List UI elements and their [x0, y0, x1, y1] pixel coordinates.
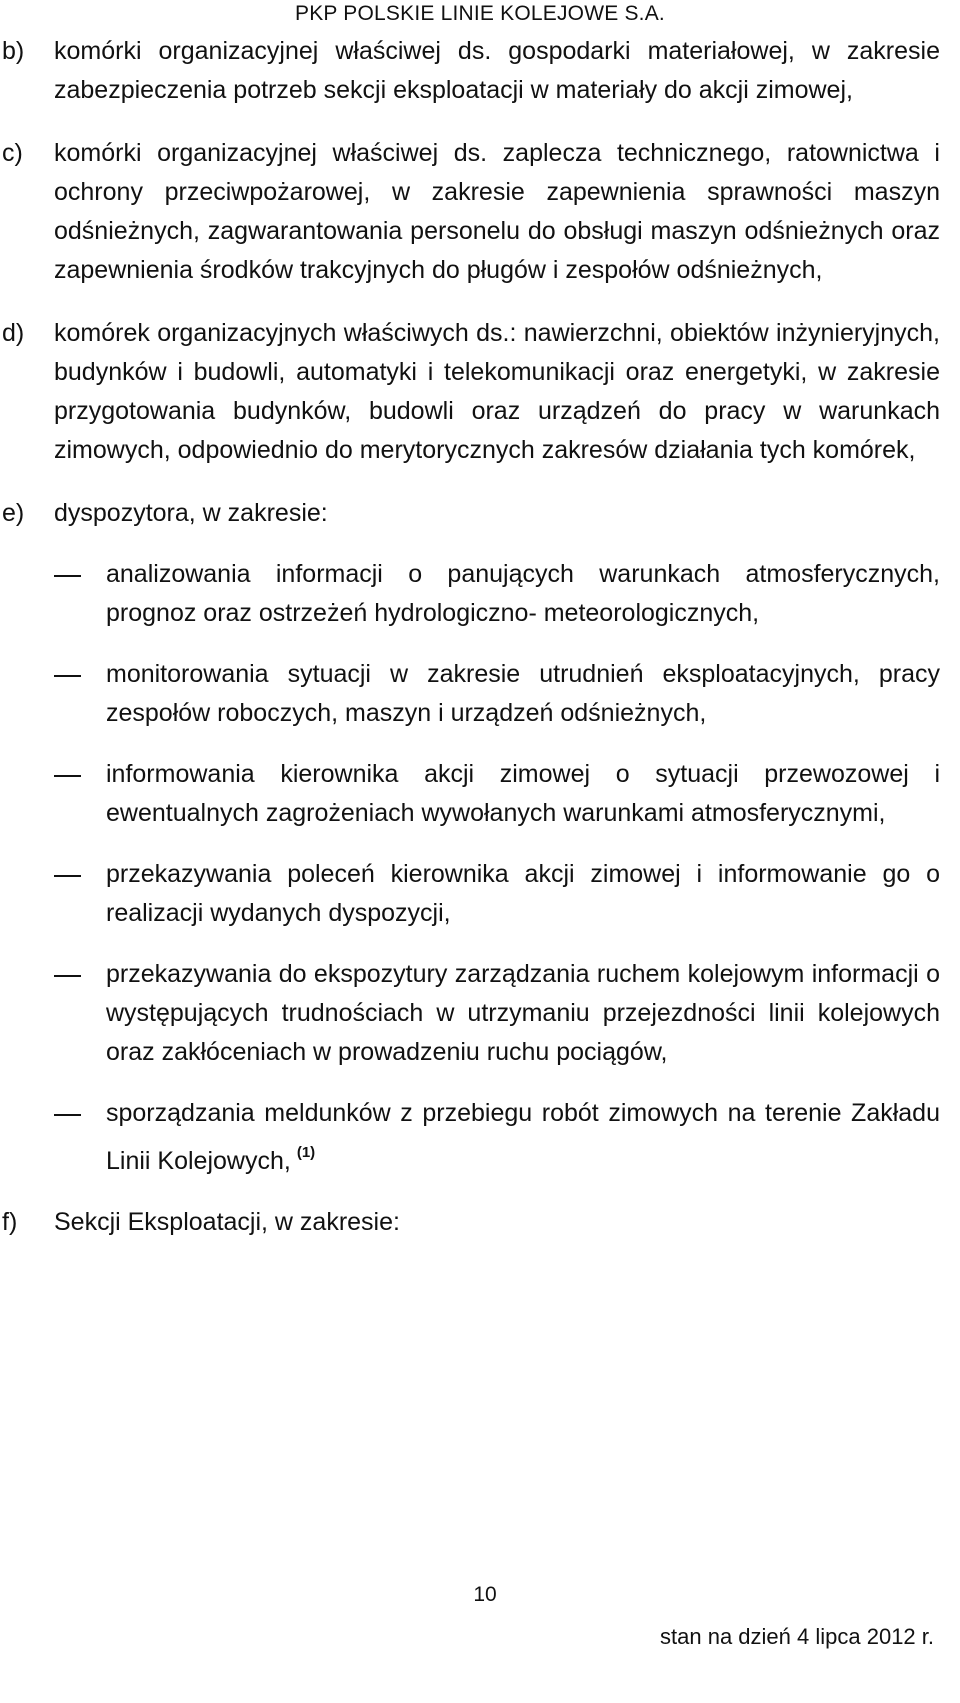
task-text — [106, 1094, 940, 1181]
dispatcher-task-item — [0, 555, 940, 633]
page-number: 10 — [473, 1583, 497, 1606]
footer-date: stan na dzień 4 lipca 2012 r. — [660, 1624, 934, 1649]
dispatcher-task-item — [0, 755, 940, 833]
list-marker: c) — [2, 139, 23, 167]
footnote-marker: (1) — [296, 1144, 316, 1161]
list-item-text: komórki organizacyjnej właściwej ds. zaplecza technicznego, ratownictwa i ochrony przeciwpożarowej, w zakresie zapewnienia sprawności maszyn odśnieżnych, zagwarantowania personelu do obsługi maszyn odśnieżnych oraz zapewnienia środków trakcyjnych do pługów i zespołów odśnieżnych, — [54, 139, 940, 284]
document-body — [0, 32, 940, 1266]
dispatcher-task-item — [0, 1094, 940, 1181]
task-text: przekazywania poleceń kierownika akcji zimowej i informowanie go o realizacji wydanych dyspozycji, — [106, 860, 940, 927]
task-text-content: sporządzania meldunków z przebiegu robót zimowych na terenie Zakładu Linii Kolejowych, — [106, 1099, 940, 1175]
dash-bullet — [0, 655, 106, 733]
task-text: informowania kierownika akcji zimowej o sytuacji przewozowej i ewentualnych zagrożeniach wywołanych warunkami atmosferycznymi, — [106, 760, 940, 827]
list-item-text: dyspozytora, w zakresie: — [54, 499, 328, 527]
task-text: analizowania informacji o panujących warunkach atmosferycznych, prognoz oraz ostrzeżeń hydrologiczno- meteorologicznych, — [106, 560, 940, 627]
list-marker: f) — [2, 1208, 18, 1236]
dispatcher-task-item — [0, 955, 940, 1072]
dash-bullet — [0, 555, 106, 633]
list-item-d — [0, 314, 940, 470]
list-item-text: komórek organizacyjnych właściwych ds.: nawierzchni, obiektów inżynieryjnych, budynków i budowli, automatyki i telekomunikacji oraz energetyki, w zakresie przygotowania budynków, budowli oraz urządzeń do pracy w warunkach zimowych, odpowiednio do merytorycznych zakresów działania tych komórek, — [54, 319, 940, 464]
dispatcher-task-item — [0, 655, 940, 733]
list-item-f — [0, 1203, 940, 1242]
dash-bullet — [0, 955, 106, 1072]
list-item-e — [0, 494, 940, 533]
dash-bullet — [0, 755, 106, 833]
list-marker: b) — [2, 37, 25, 65]
list-item-text: Sekcji Eksploatacji, w zakresie: — [54, 1208, 400, 1236]
dispatcher-task-item — [0, 855, 940, 933]
task-text: przekazywania do ekspozytury zarządzania ruchem kolejowym informacji o występujących trudnościach w utrzymaniu przejezdności linii kolejowych oraz zakłóceniach w prowadzeniu ruchu pociągów, — [106, 960, 940, 1066]
task-text: monitorowania sytuacji w zakresie utrudnień eksploatacyjnych, pracy zespołów roboczych, maszyn i urządzeń odśnieżnych, — [106, 660, 940, 727]
list-item-b — [0, 32, 940, 110]
dispatcher-task-list — [0, 555, 940, 1181]
list-item-c — [0, 134, 940, 290]
dash-bullet — [0, 855, 106, 933]
dash-bullet — [0, 1094, 106, 1181]
list-marker: d) — [2, 319, 25, 347]
list-item-text: komórki organizacyjnej właściwej ds. gospodarki materiałowej, w zakresie zabezpieczenia potrzeb sekcji eksploatacji w materiały do akcji zimowej, — [54, 37, 940, 104]
page-header: PKP POLSKIE LINIE KOLEJOWE S.A. — [295, 2, 665, 25]
list-marker: e) — [2, 499, 25, 527]
